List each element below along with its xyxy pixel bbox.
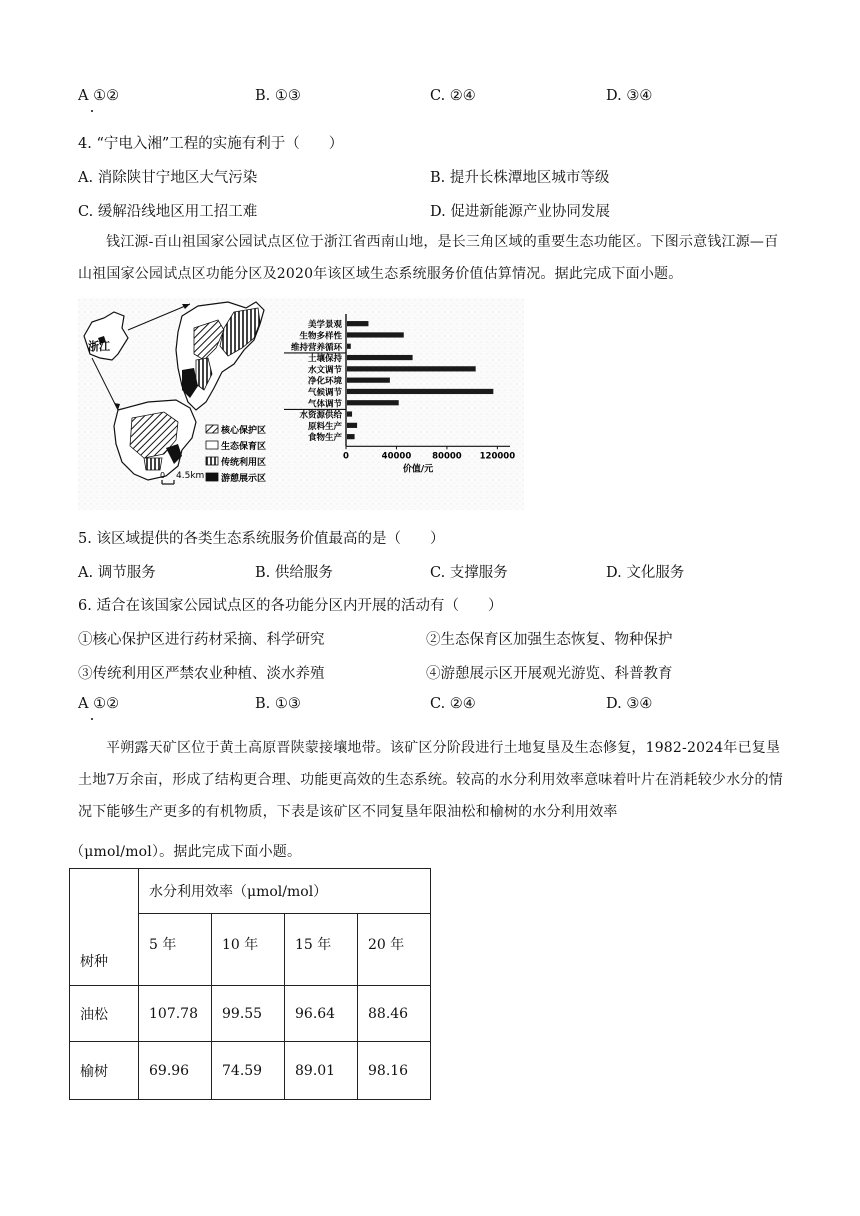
- q4-option-a: A. 消除陕甘宁地区大气污染: [78, 170, 258, 186]
- water-use-efficiency-table: [69, 868, 431, 1100]
- chart-bar: [347, 344, 351, 349]
- legend-swatch-conservation: [206, 441, 218, 449]
- chart-bar: [347, 389, 493, 394]
- chart-tick-label: 80000: [432, 451, 462, 462]
- table-cell: 98.16: [358, 1042, 431, 1100]
- scale-label: 4.5km: [176, 471, 205, 481]
- table-year-5: 5 年: [139, 914, 212, 986]
- legend-swatch-traditional: [206, 457, 218, 465]
- figure-map-and-chart: [78, 298, 524, 510]
- passage-pingshuo-mine: 平朔露天矿区位于黄土高原晋陕蒙接壤地带。该矿区分阶段进行土地复垦及生态修复，1982-2024年已复垦土地7万余亩，形成了结构更合理、功能更高效的生态系统。较高的水分利用效率意味着叶片在消耗较少水分的情况下能够生产更多的有机物质，下表是该矿区不同复垦年限油松和榆树的水分利用效率: [78, 740, 783, 820]
- table-cell: 88.46: [358, 986, 431, 1042]
- q6-stem: 6. 适合在该国家公园试点区的各功能分区内开展的活动有（ ）: [78, 598, 503, 614]
- chart-bar: [347, 411, 352, 416]
- chart-tick-label: 0: [343, 451, 349, 462]
- chart-category-label: 维持营养循环: [290, 342, 342, 353]
- emphasis-dot: [91, 718, 93, 720]
- chart-x-axis-label: 价值/元: [402, 464, 434, 475]
- table-cell: 96.64: [285, 986, 358, 1042]
- chart-tick-label: 120000: [479, 451, 516, 462]
- table-cell: 107.78: [139, 986, 212, 1042]
- q6-option-a: A ①②: [78, 696, 120, 712]
- chart-bar: [347, 378, 390, 383]
- legend-swatch-core: [206, 425, 218, 433]
- chart-category-label: 净化环境: [307, 376, 342, 387]
- table-cell: 69.96: [139, 1042, 212, 1100]
- chart-bar: [347, 400, 399, 405]
- chart-category-label: 原料生产: [307, 421, 342, 432]
- chart-bar: [347, 423, 357, 428]
- q3-option-a: A ①②: [78, 88, 120, 104]
- chart-bar: [347, 332, 404, 337]
- chart-bar: [347, 355, 413, 360]
- table-year-10: 10 年: [212, 914, 285, 986]
- q4-stem: 4. “宁电入湘”工程的实施有利于（ ）: [78, 136, 344, 152]
- q6-option-c: C. ②④: [430, 696, 476, 712]
- chart-tick-label: 40000: [381, 451, 412, 462]
- q4-option-c: C. 缓解沿线地区用工招工难: [78, 204, 258, 220]
- chart-category-label: 水文调节: [307, 365, 342, 376]
- table-year-15: 15 年: [285, 914, 358, 986]
- chart-category-label: 水资源供给: [299, 410, 342, 421]
- table-row: [70, 1042, 431, 1100]
- chart-category-label: 食物生产: [307, 433, 342, 444]
- passage-qianjiangyuan: 钱江源-百山祖国家公园试点区位于浙江省西南山地，是长三角区域的重要生态功能区。下图示意钱江源—百山祖国家公园试点区功能分区及2020年该区域生态系统服务价值估算情况。据此完成下面小题。: [78, 234, 779, 282]
- q6-option-b: B. ①③: [255, 696, 301, 712]
- q3-option-d: D. ③④: [606, 88, 653, 104]
- chart-category-label: 生物多样性: [299, 331, 342, 342]
- q6-statement-1: ①核心保护区进行药材采摘、科学研究: [78, 632, 325, 648]
- q5-option-a: A. 调节服务: [78, 565, 156, 581]
- q5-stem: 5. 该区域提供的各类生态系统服务价值最高的是（ ）: [78, 531, 445, 547]
- table-species-header: 树种: [70, 869, 139, 986]
- legend-recreation: 游憩展示区: [221, 474, 267, 484]
- emphasis-dot: [91, 110, 93, 112]
- chart-bar: [347, 366, 476, 371]
- table-cell: 89.01: [285, 1042, 358, 1100]
- inset-label-zhejiang: 浙江: [88, 340, 110, 353]
- q6-option-d: D. ③④: [606, 696, 653, 712]
- chart-category-label: 美学景观: [307, 320, 342, 331]
- table-cell: 99.55: [212, 986, 285, 1042]
- legend-core-protection: 核心保护区: [221, 426, 267, 436]
- q5-option-c: C. 支撑服务: [430, 565, 508, 581]
- legend-swatch-recreation: [206, 473, 218, 481]
- q6-statement-2: ②生态保育区加强生态恢复、物种保护: [426, 632, 673, 648]
- table-row: [70, 986, 431, 1042]
- chart-bar: [347, 434, 355, 439]
- chart-category-label: 气候调节: [307, 387, 342, 398]
- legend-traditional-use: 传统利用区: [221, 458, 267, 468]
- figure-svg: [78, 298, 524, 510]
- q6-statement-4: ④游憩展示区开展观光游览、科普教育: [426, 666, 673, 682]
- table-cell: 74.59: [212, 1042, 285, 1100]
- q5-option-b: B. 供给服务: [255, 565, 333, 581]
- passage-pingshuo-unit: （μmol/mol）。据此完成下面小题。: [70, 844, 302, 860]
- chart-category-label: 气体调节: [307, 399, 342, 410]
- chart-bar: [347, 321, 368, 326]
- table-row-name-pine: 油松: [70, 986, 139, 1042]
- q6-statement-3: ③传统利用区严禁农业种植、淡水养殖: [78, 666, 325, 682]
- q3-option-b: B. ①③: [255, 88, 301, 104]
- table-row-name-elm: 榆树: [70, 1042, 139, 1100]
- table-year-20: 20 年: [358, 914, 431, 986]
- table-main-header: 水分利用效率（μmol/mol）: [139, 869, 431, 914]
- q4-option-d: D. 促进新能源产业协同发展: [430, 204, 610, 220]
- q3-option-c: C. ②④: [430, 88, 476, 104]
- q5-option-d: D. 文化服务: [606, 565, 685, 581]
- svg-text:0: 0: [160, 471, 166, 480]
- chart-category-label: 土壤保持: [307, 354, 342, 365]
- q4-option-b: B. 提升长株潭地区城市等级: [430, 170, 610, 186]
- legend-ecological-conservation: 生态保育区: [221, 442, 267, 452]
